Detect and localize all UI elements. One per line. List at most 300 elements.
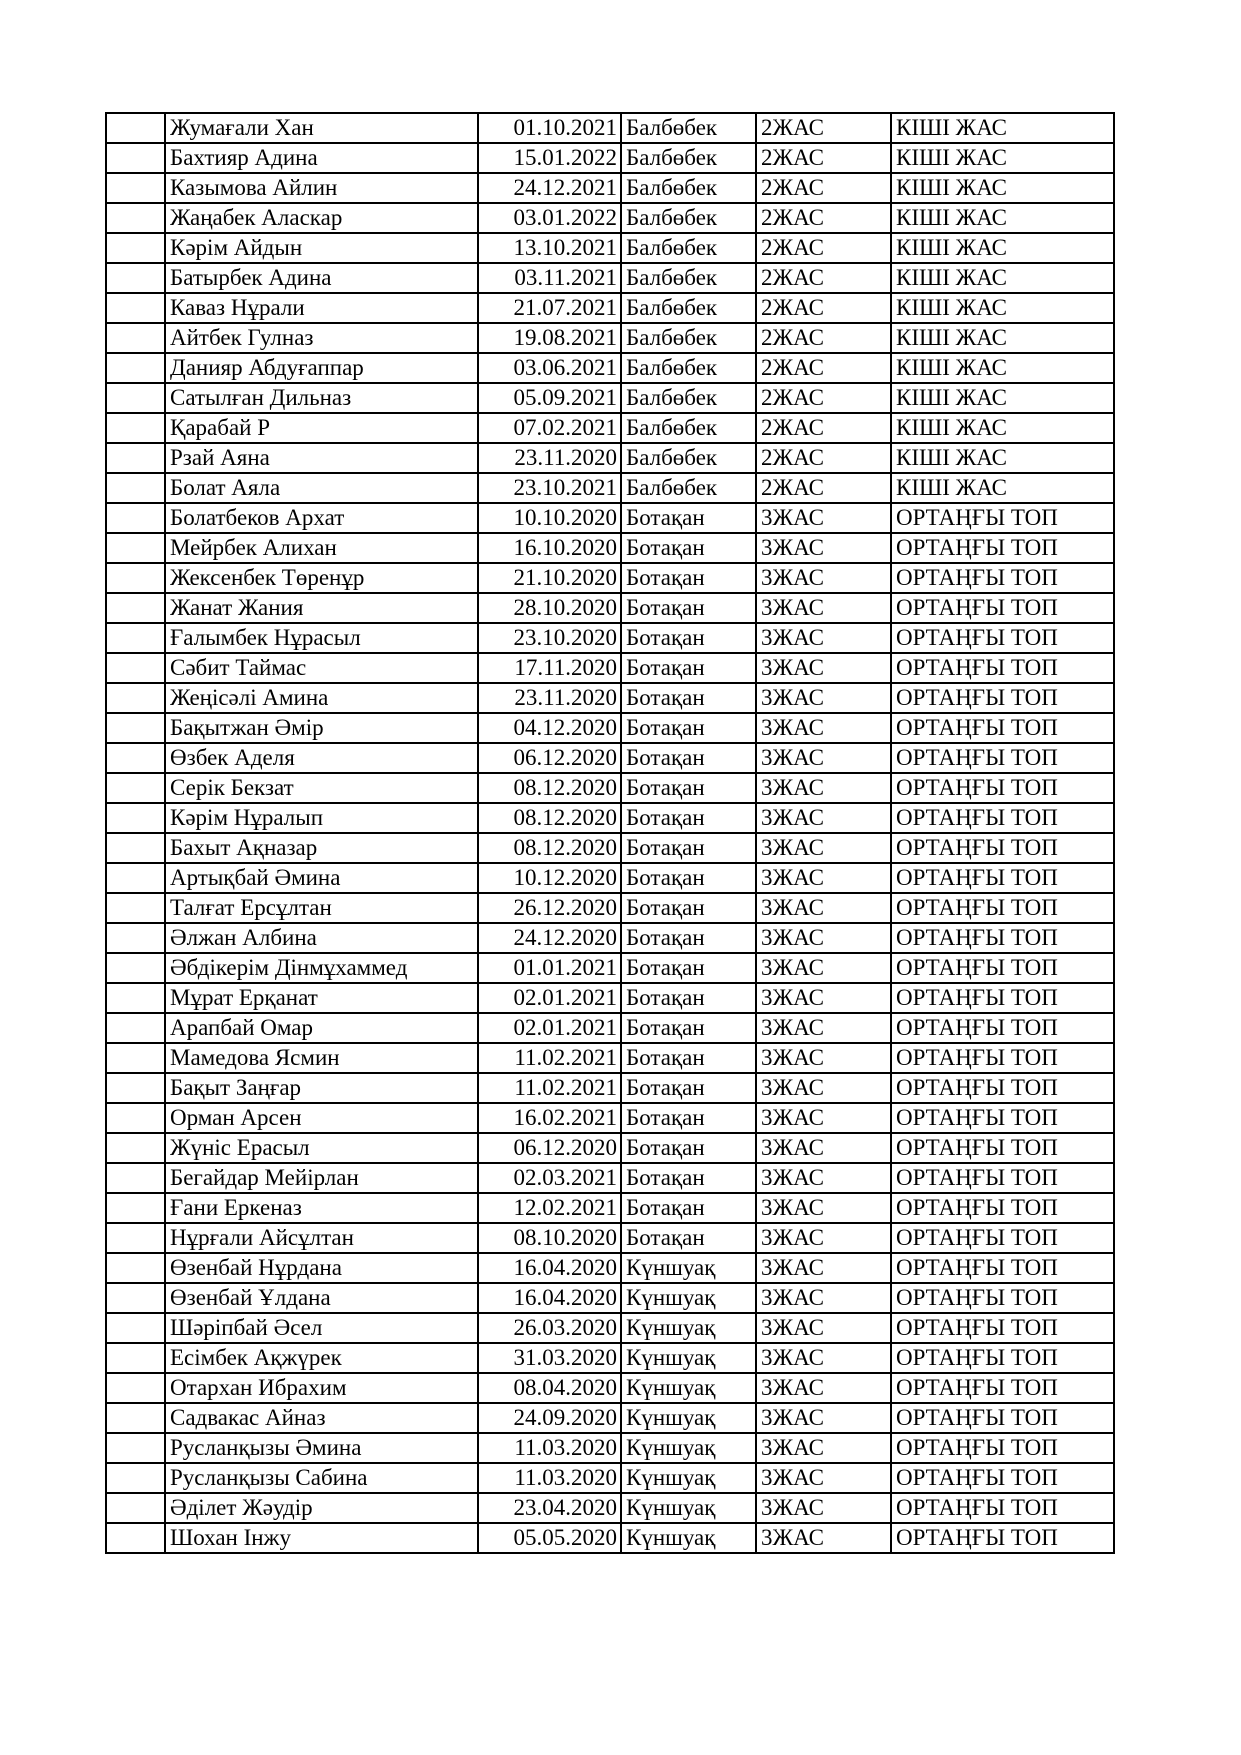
row-number-cell xyxy=(106,173,165,203)
group-name-cell: Ботақан xyxy=(621,1163,756,1193)
birth-date-cell: 24.12.2020 xyxy=(478,923,621,953)
row-number-cell xyxy=(106,923,165,953)
birth-date-cell: 23.04.2020 xyxy=(478,1493,621,1523)
group-name-cell: Балбөбек xyxy=(621,443,756,473)
row-number-cell xyxy=(106,443,165,473)
group-name-cell: Күншуақ xyxy=(621,1313,756,1343)
age-cell: 3ЖАС xyxy=(756,1223,891,1253)
group-name-cell: Балбөбек xyxy=(621,263,756,293)
table-row xyxy=(106,1013,1114,1043)
group-name-cell: Күншуақ xyxy=(621,1403,756,1433)
row-number-cell xyxy=(106,1523,165,1553)
age-group-level-cell: КІШІ ЖАС xyxy=(891,113,1114,143)
group-name-cell: Ботақан xyxy=(621,533,756,563)
child-name-cell: Айтбек Гулназ xyxy=(165,323,478,353)
birth-date-cell: 23.11.2020 xyxy=(478,683,621,713)
birth-date-cell: 26.12.2020 xyxy=(478,893,621,923)
child-name-cell: Русланқызы Әмина xyxy=(165,1433,478,1463)
age-cell: 2ЖАС xyxy=(756,443,891,473)
birth-date-cell: 16.02.2021 xyxy=(478,1103,621,1133)
table-row xyxy=(106,1463,1114,1493)
age-cell: 3ЖАС xyxy=(756,983,891,1013)
birth-date-cell: 11.02.2021 xyxy=(478,1043,621,1073)
row-number-cell xyxy=(106,293,165,323)
age-cell: 3ЖАС xyxy=(756,1133,891,1163)
group-name-cell: Ботақан xyxy=(621,833,756,863)
group-name-cell: Күншуақ xyxy=(621,1253,756,1283)
age-cell: 2ЖАС xyxy=(756,353,891,383)
table-row xyxy=(106,383,1114,413)
age-cell: 3ЖАС xyxy=(756,713,891,743)
table-row xyxy=(106,263,1114,293)
table-row xyxy=(106,473,1114,503)
table-row xyxy=(106,293,1114,323)
age-cell: 3ЖАС xyxy=(756,863,891,893)
child-name-cell: Бахыт Ақназар xyxy=(165,833,478,863)
table-row xyxy=(106,1433,1114,1463)
birth-date-cell: 19.08.2021 xyxy=(478,323,621,353)
child-name-cell: Арапбай Омар xyxy=(165,1013,478,1043)
age-group-level-cell: ОРТАҢҒЫ ТОП xyxy=(891,833,1114,863)
row-number-cell xyxy=(106,1493,165,1523)
row-number-cell xyxy=(106,863,165,893)
child-name-cell: Артықбай Әмина xyxy=(165,863,478,893)
age-group-level-cell: ОРТАҢҒЫ ТОП xyxy=(891,1373,1114,1403)
birth-date-cell: 23.11.2020 xyxy=(478,443,621,473)
table-row xyxy=(106,1313,1114,1343)
birth-date-cell: 06.12.2020 xyxy=(478,743,621,773)
row-number-cell xyxy=(106,1433,165,1463)
group-name-cell: Ботақан xyxy=(621,683,756,713)
group-name-cell: Ботақан xyxy=(621,983,756,1013)
birth-date-cell: 15.01.2022 xyxy=(478,143,621,173)
age-group-level-cell: КІШІ ЖАС xyxy=(891,293,1114,323)
table-row xyxy=(106,743,1114,773)
child-name-cell: Әлжан Албина xyxy=(165,923,478,953)
group-name-cell: Ботақан xyxy=(621,1013,756,1043)
age-group-level-cell: КІШІ ЖАС xyxy=(891,413,1114,443)
birth-date-cell: 02.03.2021 xyxy=(478,1163,621,1193)
age-cell: 3ЖАС xyxy=(756,923,891,953)
birth-date-cell: 02.01.2021 xyxy=(478,983,621,1013)
row-number-cell xyxy=(106,1193,165,1223)
age-group-level-cell: ОРТАҢҒЫ ТОП xyxy=(891,1433,1114,1463)
child-name-cell: Өзбек Аделя xyxy=(165,743,478,773)
table-row xyxy=(106,863,1114,893)
age-cell: 2ЖАС xyxy=(756,143,891,173)
birth-date-cell: 10.10.2020 xyxy=(478,503,621,533)
table-row xyxy=(106,893,1114,923)
table-row xyxy=(106,1493,1114,1523)
age-group-level-cell: КІШІ ЖАС xyxy=(891,143,1114,173)
group-name-cell: Күншуақ xyxy=(621,1463,756,1493)
age-group-level-cell: ОРТАҢҒЫ ТОП xyxy=(891,533,1114,563)
birth-date-cell: 08.12.2020 xyxy=(478,803,621,833)
age-group-level-cell: КІШІ ЖАС xyxy=(891,263,1114,293)
group-name-cell: Балбөбек xyxy=(621,143,756,173)
age-cell: 2ЖАС xyxy=(756,323,891,353)
group-name-cell: Ботақан xyxy=(621,1193,756,1223)
age-group-level-cell: КІШІ ЖАС xyxy=(891,233,1114,263)
row-number-cell xyxy=(106,473,165,503)
child-name-cell: Кәрім Нұралып xyxy=(165,803,478,833)
age-group-level-cell: КІШІ ЖАС xyxy=(891,323,1114,353)
table-row xyxy=(106,143,1114,173)
child-name-cell: Әбдікерім Дінмұхаммед xyxy=(165,953,478,983)
age-cell: 3ЖАС xyxy=(756,1343,891,1373)
child-name-cell: Серік Бекзат xyxy=(165,773,478,803)
child-name-cell: Жаңабек Аласкар xyxy=(165,203,478,233)
age-cell: 3ЖАС xyxy=(756,653,891,683)
birth-date-cell: 06.12.2020 xyxy=(478,1133,621,1163)
row-number-cell xyxy=(106,323,165,353)
birth-date-cell: 05.05.2020 xyxy=(478,1523,621,1553)
age-cell: 3ЖАС xyxy=(756,1433,891,1463)
age-cell: 2ЖАС xyxy=(756,473,891,503)
table-row xyxy=(106,1373,1114,1403)
age-cell: 2ЖАС xyxy=(756,203,891,233)
age-group-level-cell: ОРТАҢҒЫ ТОП xyxy=(891,1523,1114,1553)
table-row xyxy=(106,503,1114,533)
row-number-cell xyxy=(106,743,165,773)
child-name-cell: Ғалымбек Нұрасыл xyxy=(165,623,478,653)
child-name-cell: Кәрім Айдын xyxy=(165,233,478,263)
age-cell: 3ЖАС xyxy=(756,1283,891,1313)
table-row xyxy=(106,533,1114,563)
table-row xyxy=(106,773,1114,803)
birth-date-cell: 01.01.2021 xyxy=(478,953,621,983)
row-number-cell xyxy=(106,1073,165,1103)
child-name-cell: Бегайдар Мейірлан xyxy=(165,1163,478,1193)
child-name-cell: Орман Арсен xyxy=(165,1103,478,1133)
child-name-cell: Казымова Айлин xyxy=(165,173,478,203)
age-group-level-cell: КІШІ ЖАС xyxy=(891,353,1114,383)
row-number-cell xyxy=(106,983,165,1013)
birth-date-cell: 03.11.2021 xyxy=(478,263,621,293)
row-number-cell xyxy=(106,893,165,923)
group-name-cell: Балбөбек xyxy=(621,473,756,503)
group-name-cell: Ботақан xyxy=(621,503,756,533)
row-number-cell xyxy=(106,1343,165,1373)
row-number-cell xyxy=(106,833,165,863)
birth-date-cell: 05.09.2021 xyxy=(478,383,621,413)
age-cell: 3ЖАС xyxy=(756,1103,891,1133)
child-name-cell: Жексенбек Төренұр xyxy=(165,563,478,593)
age-group-level-cell: ОРТАҢҒЫ ТОП xyxy=(891,1283,1114,1313)
child-name-cell: Шәріпбай Әсел xyxy=(165,1313,478,1343)
group-name-cell: Күншуақ xyxy=(621,1373,756,1403)
row-number-cell xyxy=(106,1133,165,1163)
table-row xyxy=(106,113,1114,143)
age-group-level-cell: КІШІ ЖАС xyxy=(891,473,1114,503)
table-row xyxy=(106,203,1114,233)
age-cell: 3ЖАС xyxy=(756,563,891,593)
child-name-cell: Талғат Ерсұлтан xyxy=(165,893,478,923)
table-row xyxy=(106,1163,1114,1193)
group-name-cell: Балбөбек xyxy=(621,203,756,233)
birth-date-cell: 11.03.2020 xyxy=(478,1433,621,1463)
age-cell: 2ЖАС xyxy=(756,113,891,143)
table-row xyxy=(106,1103,1114,1133)
birth-date-cell: 13.10.2021 xyxy=(478,233,621,263)
table-row xyxy=(106,593,1114,623)
age-cell: 3ЖАС xyxy=(756,1163,891,1193)
table-row xyxy=(106,623,1114,653)
age-group-level-cell: ОРТАҢҒЫ ТОП xyxy=(891,1343,1114,1373)
child-name-cell: Жүніс Ерасыл xyxy=(165,1133,478,1163)
age-group-level-cell: ОРТАҢҒЫ ТОП xyxy=(891,1073,1114,1103)
child-name-cell: Әділет Жәудір xyxy=(165,1493,478,1523)
age-group-level-cell: ОРТАҢҒЫ ТОП xyxy=(891,1313,1114,1343)
child-name-cell: Бақыт Заңғар xyxy=(165,1073,478,1103)
birth-date-cell: 08.12.2020 xyxy=(478,773,621,803)
birth-date-cell: 16.10.2020 xyxy=(478,533,621,563)
group-name-cell: Күншуақ xyxy=(621,1433,756,1463)
group-name-cell: Ботақан xyxy=(621,1043,756,1073)
row-number-cell xyxy=(106,1313,165,1343)
group-name-cell: Ботақан xyxy=(621,563,756,593)
row-number-cell xyxy=(106,503,165,533)
group-name-cell: Ботақан xyxy=(621,773,756,803)
age-group-level-cell: ОРТАҢҒЫ ТОП xyxy=(891,743,1114,773)
group-name-cell: Күншуақ xyxy=(621,1493,756,1523)
age-cell: 3ЖАС xyxy=(756,803,891,833)
age-group-level-cell: ОРТАҢҒЫ ТОП xyxy=(891,1463,1114,1493)
group-name-cell: Балбөбек xyxy=(621,323,756,353)
age-group-level-cell: ОРТАҢҒЫ ТОП xyxy=(891,893,1114,923)
birth-date-cell: 01.10.2021 xyxy=(478,113,621,143)
child-name-cell: Болатбеков Архат xyxy=(165,503,478,533)
child-name-cell: Мұрат Ерқанат xyxy=(165,983,478,1013)
age-group-level-cell: ОРТАҢҒЫ ТОП xyxy=(891,953,1114,983)
age-cell: 3ЖАС xyxy=(756,1043,891,1073)
age-group-level-cell: ОРТАҢҒЫ ТОП xyxy=(891,923,1114,953)
age-group-level-cell: ОРТАҢҒЫ ТОП xyxy=(891,713,1114,743)
table-row xyxy=(106,173,1114,203)
child-name-cell: Мейрбек Алихан xyxy=(165,533,478,563)
age-group-level-cell: ОРТАҢҒЫ ТОП xyxy=(891,683,1114,713)
group-name-cell: Ботақан xyxy=(621,863,756,893)
row-number-cell xyxy=(106,623,165,653)
birth-date-cell: 17.11.2020 xyxy=(478,653,621,683)
row-number-cell xyxy=(106,1163,165,1193)
birth-date-cell: 21.10.2020 xyxy=(478,563,621,593)
age-cell: 3ЖАС xyxy=(756,1493,891,1523)
age-cell: 3ЖАС xyxy=(756,683,891,713)
child-name-cell: Батырбек Адина xyxy=(165,263,478,293)
table-row xyxy=(106,563,1114,593)
row-number-cell xyxy=(106,1253,165,1283)
table-row xyxy=(106,1073,1114,1103)
table-row xyxy=(106,1403,1114,1433)
table-row xyxy=(106,1523,1114,1553)
age-group-level-cell: ОРТАҢҒЫ ТОП xyxy=(891,1403,1114,1433)
age-cell: 3ЖАС xyxy=(756,1523,891,1553)
child-name-cell: Рзай Аяна xyxy=(165,443,478,473)
age-group-level-cell: ОРТАҢҒЫ ТОП xyxy=(891,593,1114,623)
birth-date-cell: 24.12.2021 xyxy=(478,173,621,203)
age-cell: 2ЖАС xyxy=(756,293,891,323)
age-group-level-cell: ОРТАҢҒЫ ТОП xyxy=(891,1013,1114,1043)
table-row xyxy=(106,1193,1114,1223)
row-number-cell xyxy=(106,953,165,983)
age-group-level-cell: ОРТАҢҒЫ ТОП xyxy=(891,803,1114,833)
row-number-cell xyxy=(106,1223,165,1253)
child-name-cell: Ғани Еркеназ xyxy=(165,1193,478,1223)
age-cell: 2ЖАС xyxy=(756,413,891,443)
age-cell: 3ЖАС xyxy=(756,593,891,623)
age-cell: 2ЖАС xyxy=(756,263,891,293)
age-group-level-cell: ОРТАҢҒЫ ТОП xyxy=(891,1223,1114,1253)
age-cell: 3ЖАС xyxy=(756,1313,891,1343)
age-cell: 3ЖАС xyxy=(756,1193,891,1223)
row-number-cell xyxy=(106,233,165,263)
table-row xyxy=(106,1343,1114,1373)
group-name-cell: Балбөбек xyxy=(621,293,756,323)
age-cell: 3ЖАС xyxy=(756,533,891,563)
row-number-cell xyxy=(106,143,165,173)
row-number-cell xyxy=(106,1403,165,1433)
birth-date-cell: 12.02.2021 xyxy=(478,1193,621,1223)
row-number-cell xyxy=(106,1463,165,1493)
child-name-cell: Сәбит Таймас xyxy=(165,653,478,683)
age-cell: 3ЖАС xyxy=(756,1073,891,1103)
row-number-cell xyxy=(106,1103,165,1133)
group-name-cell: Ботақан xyxy=(621,593,756,623)
row-number-cell xyxy=(106,1373,165,1403)
row-number-cell xyxy=(106,713,165,743)
age-cell: 3ЖАС xyxy=(756,833,891,863)
child-name-cell: Қарабай Р xyxy=(165,413,478,443)
birth-date-cell: 31.03.2020 xyxy=(478,1343,621,1373)
row-number-cell xyxy=(106,533,165,563)
age-cell: 3ЖАС xyxy=(756,1403,891,1433)
group-name-cell: Күншуақ xyxy=(621,1343,756,1373)
row-number-cell xyxy=(106,773,165,803)
table-row xyxy=(106,443,1114,473)
age-cell: 3ЖАС xyxy=(756,503,891,533)
child-name-cell: Жумағали Хан xyxy=(165,113,478,143)
age-group-level-cell: ОРТАҢҒЫ ТОП xyxy=(891,1163,1114,1193)
children-roster-table xyxy=(105,112,1115,1554)
group-name-cell: Балбөбек xyxy=(621,173,756,203)
child-name-cell: Жанат Жания xyxy=(165,593,478,623)
age-group-level-cell: ОРТАҢҒЫ ТОП xyxy=(891,1193,1114,1223)
birth-date-cell: 11.03.2020 xyxy=(478,1463,621,1493)
age-group-level-cell: ОРТАҢҒЫ ТОП xyxy=(891,863,1114,893)
birth-date-cell: 26.03.2020 xyxy=(478,1313,621,1343)
table-row xyxy=(106,1133,1114,1163)
table-row xyxy=(106,1043,1114,1073)
row-number-cell xyxy=(106,413,165,443)
birth-date-cell: 10.12.2020 xyxy=(478,863,621,893)
age-cell: 3ЖАС xyxy=(756,1463,891,1493)
group-name-cell: Ботақан xyxy=(621,623,756,653)
birth-date-cell: 02.01.2021 xyxy=(478,1013,621,1043)
age-cell: 3ЖАС xyxy=(756,1013,891,1043)
group-name-cell: Күншуақ xyxy=(621,1523,756,1553)
age-group-level-cell: ОРТАҢҒЫ ТОП xyxy=(891,1133,1114,1163)
child-name-cell: Мамедова Ясмин xyxy=(165,1043,478,1073)
row-number-cell xyxy=(106,1013,165,1043)
table-row xyxy=(106,413,1114,443)
age-cell: 2ЖАС xyxy=(756,173,891,203)
age-group-level-cell: ОРТАҢҒЫ ТОП xyxy=(891,563,1114,593)
row-number-cell xyxy=(106,563,165,593)
child-name-cell: Отархан Ибрахим xyxy=(165,1373,478,1403)
table-row xyxy=(106,953,1114,983)
birth-date-cell: 08.12.2020 xyxy=(478,833,621,863)
roster-table-body xyxy=(106,113,1114,1553)
child-name-cell: Есімбек Ақжүрек xyxy=(165,1343,478,1373)
age-group-level-cell: ОРТАҢҒЫ ТОП xyxy=(891,503,1114,533)
age-group-level-cell: КІШІ ЖАС xyxy=(891,383,1114,413)
table-row xyxy=(106,923,1114,953)
child-name-cell: Русланқызы Сабина xyxy=(165,1463,478,1493)
child-name-cell: Садвакас Айназ xyxy=(165,1403,478,1433)
group-name-cell: Ботақан xyxy=(621,743,756,773)
age-cell: 3ЖАС xyxy=(756,743,891,773)
age-cell: 3ЖАС xyxy=(756,1373,891,1403)
row-number-cell xyxy=(106,353,165,383)
child-name-cell: Каваз Нұрали xyxy=(165,293,478,323)
table-row xyxy=(106,353,1114,383)
birth-date-cell: 08.10.2020 xyxy=(478,1223,621,1253)
age-cell: 3ЖАС xyxy=(756,1253,891,1283)
age-group-level-cell: ОРТАҢҒЫ ТОП xyxy=(891,1493,1114,1523)
birth-date-cell: 16.04.2020 xyxy=(478,1283,621,1313)
child-name-cell: Нұрғали Айсұлтан xyxy=(165,1223,478,1253)
age-group-level-cell: ОРТАҢҒЫ ТОП xyxy=(891,1043,1114,1073)
birth-date-cell: 03.01.2022 xyxy=(478,203,621,233)
age-group-level-cell: КІШІ ЖАС xyxy=(891,173,1114,203)
child-name-cell: Бақытжан Әмір xyxy=(165,713,478,743)
group-name-cell: Ботақан xyxy=(621,953,756,983)
age-group-level-cell: ОРТАҢҒЫ ТОП xyxy=(891,1103,1114,1133)
group-name-cell: Күншуақ xyxy=(621,1283,756,1313)
row-number-cell xyxy=(106,383,165,413)
row-number-cell xyxy=(106,263,165,293)
child-name-cell: Шохан Інжу xyxy=(165,1523,478,1553)
age-group-level-cell: ОРТАҢҒЫ ТОП xyxy=(891,623,1114,653)
table-row xyxy=(106,1283,1114,1313)
birth-date-cell: 08.04.2020 xyxy=(478,1373,621,1403)
table-row xyxy=(106,683,1114,713)
age-cell: 2ЖАС xyxy=(756,233,891,263)
table-row xyxy=(106,233,1114,263)
group-name-cell: Ботақан xyxy=(621,803,756,833)
child-name-cell: Өзенбай Нұрдана xyxy=(165,1253,478,1283)
child-name-cell: Данияр Абдуғаппар xyxy=(165,353,478,383)
group-name-cell: Балбөбек xyxy=(621,353,756,383)
birth-date-cell: 16.04.2020 xyxy=(478,1253,621,1283)
age-cell: 3ЖАС xyxy=(756,773,891,803)
row-number-cell xyxy=(106,653,165,683)
table-row xyxy=(106,1223,1114,1253)
group-name-cell: Балбөбек xyxy=(621,413,756,443)
birth-date-cell: 03.06.2021 xyxy=(478,353,621,383)
group-name-cell: Ботақан xyxy=(621,653,756,683)
row-number-cell xyxy=(106,683,165,713)
age-group-level-cell: ОРТАҢҒЫ ТОП xyxy=(891,653,1114,683)
row-number-cell xyxy=(106,1043,165,1073)
birth-date-cell: 11.02.2021 xyxy=(478,1073,621,1103)
table-row xyxy=(106,983,1114,1013)
birth-date-cell: 21.07.2021 xyxy=(478,293,621,323)
row-number-cell xyxy=(106,1283,165,1313)
child-name-cell: Өзенбай Ұлдана xyxy=(165,1283,478,1313)
age-group-level-cell: ОРТАҢҒЫ ТОП xyxy=(891,983,1114,1013)
